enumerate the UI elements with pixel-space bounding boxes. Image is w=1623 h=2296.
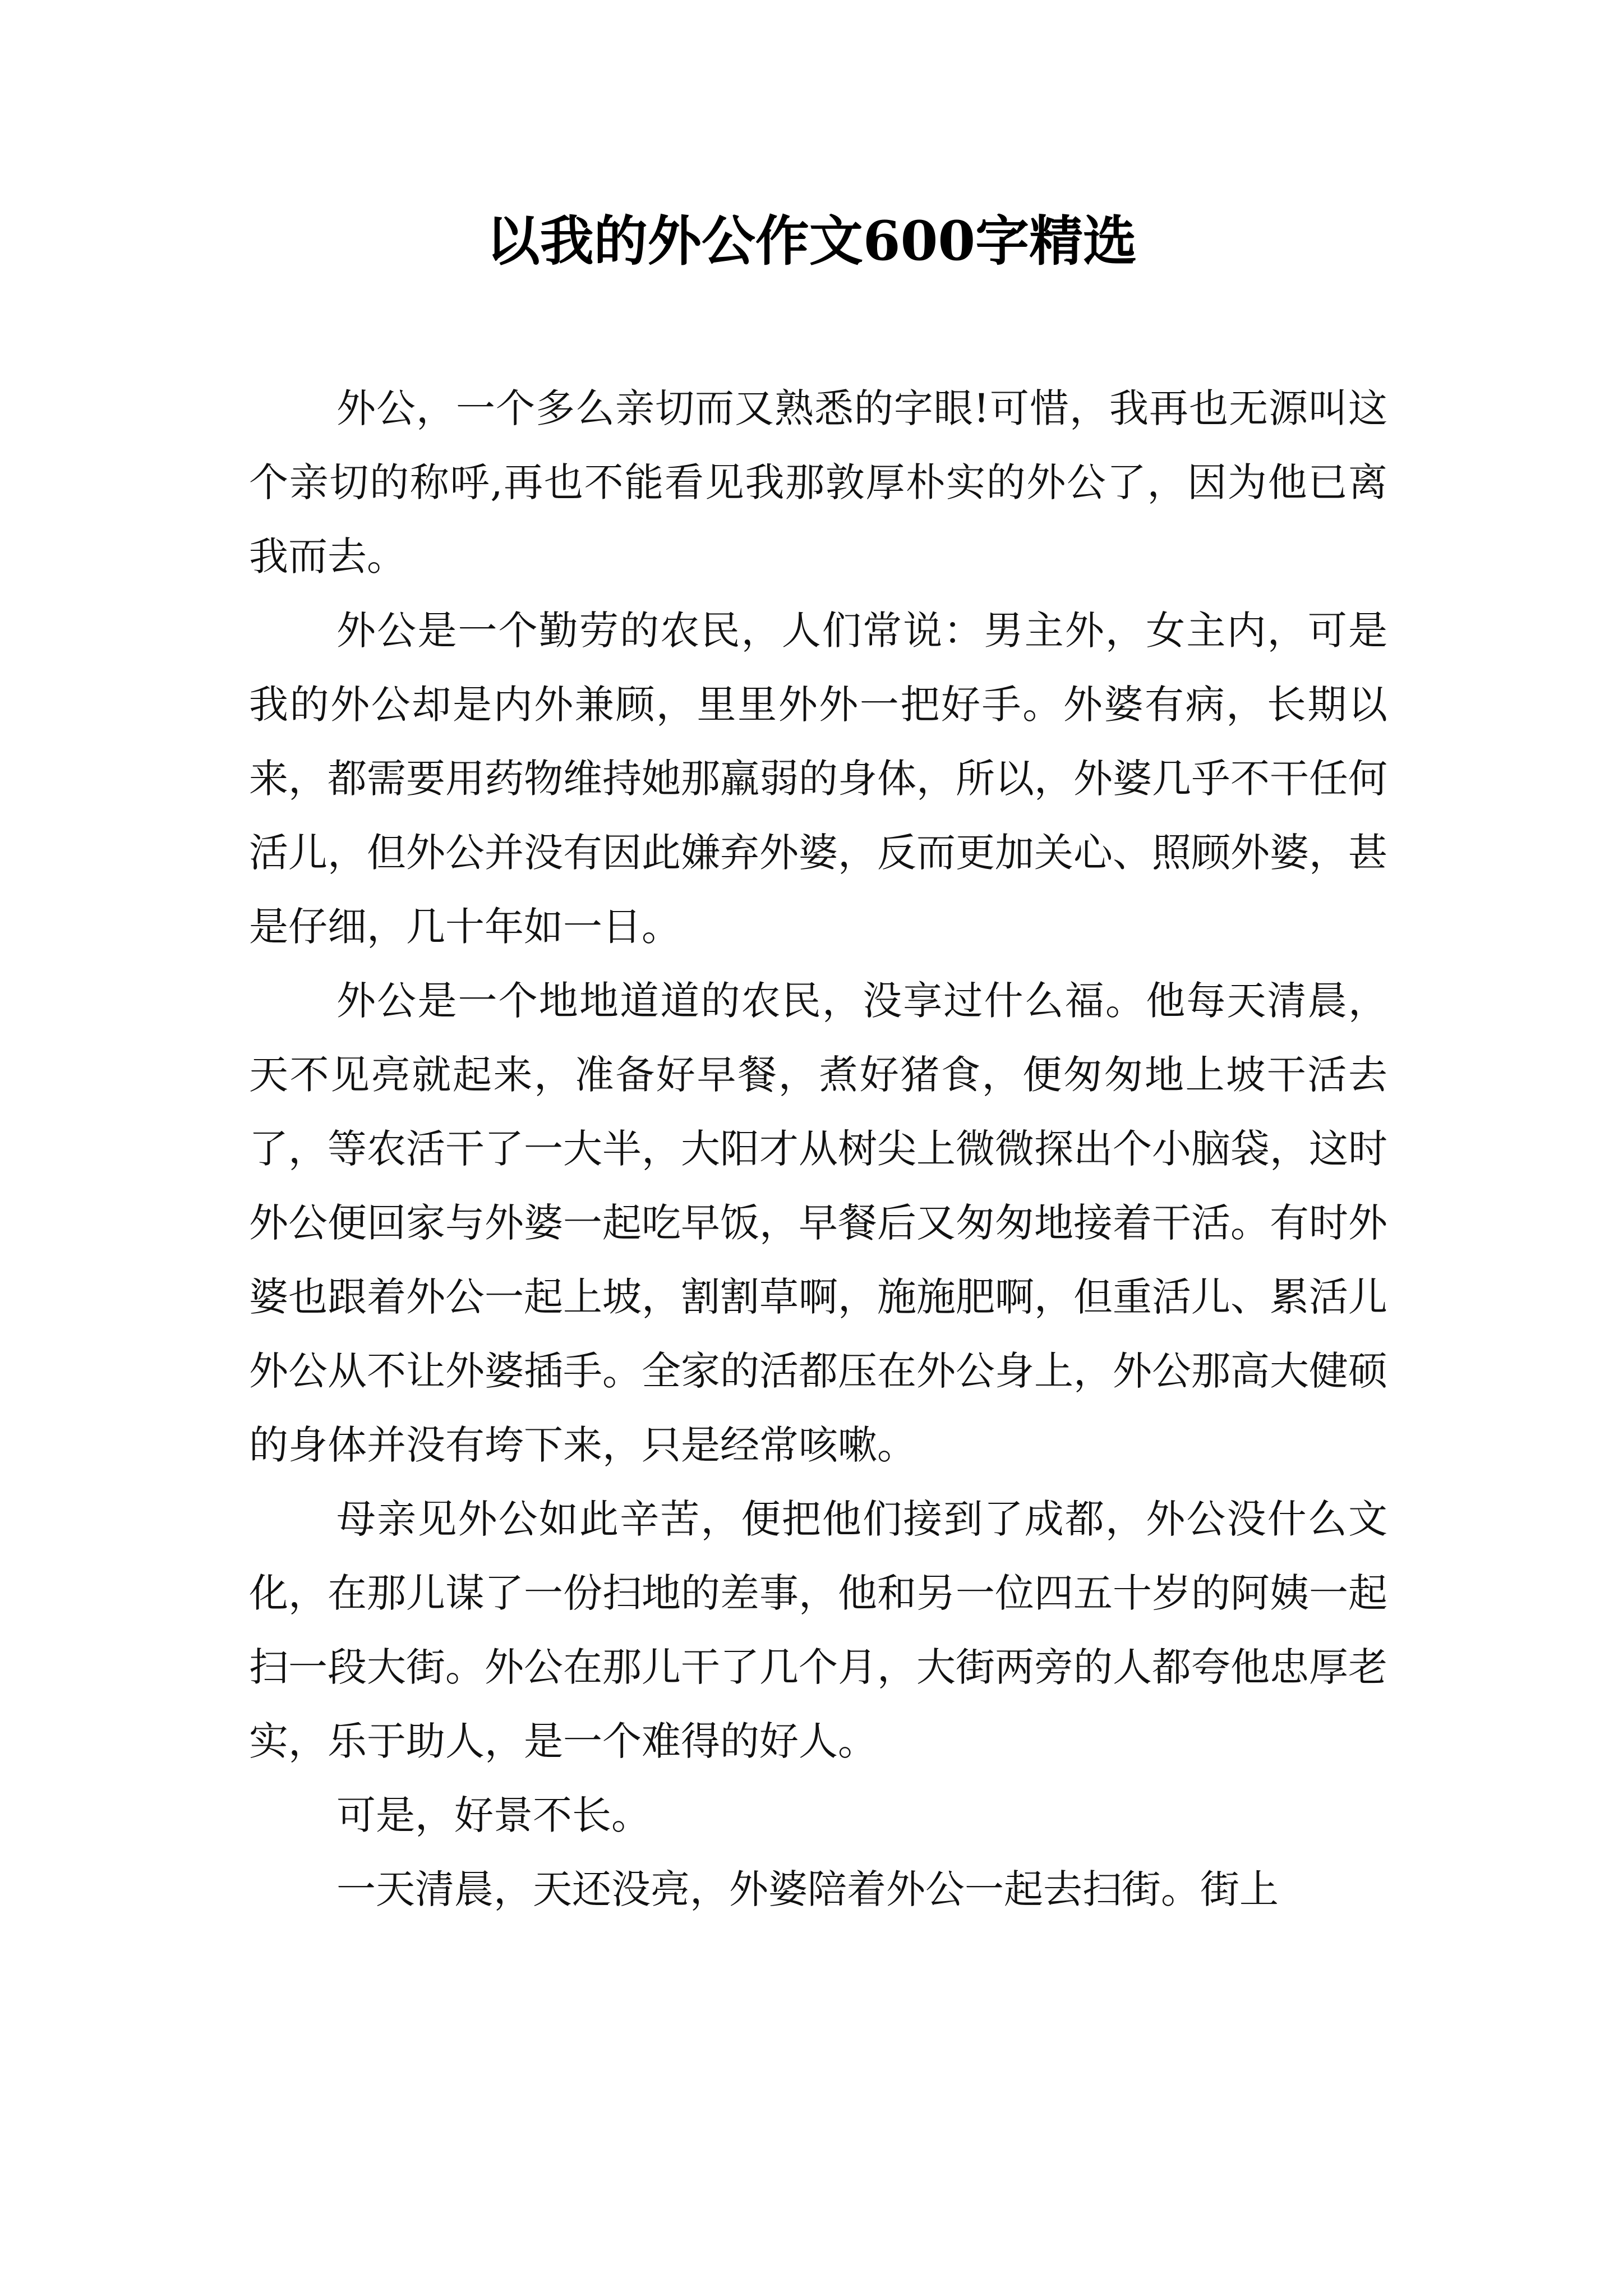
paragraph: 外公是一个地地道道的农民，没享过什么福。他每天清晨，天不见亮就起来，准备好早餐，煮好猪食，便匆匆地上坡干活去了，等农活干了一大半，大阳才从树尖上微微探出个小脑袋，这时外公便回家与外婆一起吃早饭，早餐后又匆匆地接着干活。有时外婆也跟着外公一起上坡，割割草啊，施施肥啊，但重活儿、累活儿外公从不让外婆插手。全家的活都压在外公身上，外公那高大健硕的身体并没有垮下来，只是经常咳嗽。 [249, 978, 1387, 1468]
paragraph: 一天清晨，天还没亮，外婆陪着外公一起去扫街。街上 [336, 1866, 1279, 1912]
paragraph: 外公，一个多么亲切而又熟悉的字眼!可惜，我再也无源叫这个亲切的称呼,再也不能看见我那敦厚朴实的外公了，因为他已离我而去。 [249, 385, 1387, 579]
paragraph: 可是，好景不长。 [336, 1792, 651, 1838]
document-body [249, 371, 1387, 1926]
document-title: 以我的外公作文600字精选 [486, 209, 1137, 273]
paragraph: 外公是一个勤劳的农民，人们常说：男主外，女主内，可是我的外公却是内外兼顾，里里外外一把好手。外婆有病，长期以来，都需要用药物维持她那羸弱的身体，所以，外婆几乎不干任何活儿，但外公并没有因此嫌弃外婆，反而更加关心、照顾外婆，甚是仔细，几十年如一日。 [249, 608, 1387, 950]
paragraph: 母亲见外公如此辛苦，便把他们接到了成都，外公没什么文化，在那儿谋了一份扫地的差事，他和另一位四五十岁的阿姨一起扫一段大街。外公在那儿干了几个月，大街两旁的人都夸他忠厚老实，乐于助人，是一个难得的好人。 [249, 1496, 1387, 1764]
